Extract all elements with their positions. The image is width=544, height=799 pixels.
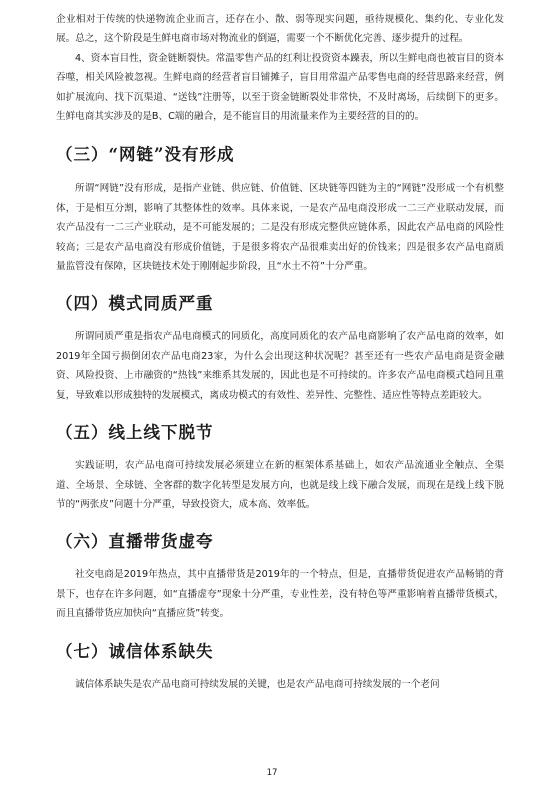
paragraph-credit-system: 诚信体系缺失是农产品电商可持续发展的关键，也是农产品电商可持续发展的一个老问 <box>75 678 440 690</box>
page-number: 17 <box>266 768 278 778</box>
section-heading-6: （六）直播带货虚夸 <box>56 532 214 552</box>
document-page <box>56 10 504 694</box>
paragraph-network-chain: 所谓“网链”没有形成，是指产业链、供应链、价值链、区块链等四链为主的“网链”没形成一个有机整体，于是相互分割，影响了其整体性的效率。具体来说，一是农产品电商没形成一二三产业联动发展，而农产品没有一二三产业联动，是不可能发展的；二是没有形成完整供应链体系，因此农产品电商的风险性较高；三是农产品电商没有形成价值链，于是很多将农产品很难卖出好的价钱来；四是很多农产品电商质量监管没有保障，区块链技术处于刚刚起步阶段，且“水土不符”十分严重。 <box>56 183 504 273</box>
paragraph-live-streaming: 社交电商是2019年热点，其中直播带货是2019年的一个特点，但是，直播带货促进农产品畅销的背景下，也存在许多问题，如“直播虚夸”现象十分严重，专业性差，没有特色等严重影响着直播带货模式，而且直播带货应加快向“直播应货”转变。 <box>56 569 504 620</box>
section-heading-7: （七）诚信体系缺失 <box>56 641 214 661</box>
section-heading-3: （三）“网链”没有形成 <box>56 145 235 165</box>
paragraph-capital: 4、资本盲目性，资金链断裂快。常温零售产品的红利让投资资本躁表，所以生鲜电商也被盲目的资本吞噬，相关风险被忽视。生鲜电商的经营者盲目铺摊子，盲目用常温产品零售电商的经营思路来经营，例如扩展流向、找下沉渠道、“送钱”注册等，以至于资金链断裂处非常快，不及时离场，后续倒下的更多。生鲜电商其实涉及的是B、C端的融合，是不能盲目的用流量来作为主要经营的目的的。 <box>56 52 504 123</box>
section-heading-4: （四）模式同质严重 <box>56 294 214 314</box>
paragraph-logistics: 企业相对于传统的快递物流企业而言，还存在小、散、弱等现实问题，亟待规模化、集约化、专业化发展。总之，这个阶段是生鲜电商市场对物流业的倒逼，需要一个不断优化完善、逐步提升的过程。 <box>56 14 504 45</box>
paragraph-online-offline: 实践证明，农产品电商可持续发展必须建立在新的框架体系基础上，如农产品流通业全触点、全渠道、全场景、全球链、全客群的数字化转型是发展方向，也就是线上线下融合发展，而现在是线上线下脱节的“两张皮”问题十分严重，导致投资大，成本高、效率低。 <box>56 460 504 510</box>
paragraph-homogeneity: 所谓同质严重是指农产品电商模式的同质化，高度同质化的农产品电商影响了农产品电商的效率，如2019年全国亏损倒闭农产品电商23家，为什么会出现这种状况呢？甚至还有一些农产品电商是资金融资、风险投资、上市融资的“热钱”来维系其发展的，因此也是不可持续的。许多农产品电商模式趋同且重复，导致难以形成独特的发展模式，离成功模式的有效性、差异性、完整性、适应性等特点差距较大。 <box>56 331 504 401</box>
section-heading-5: （五）线上线下脱节 <box>56 423 214 443</box>
